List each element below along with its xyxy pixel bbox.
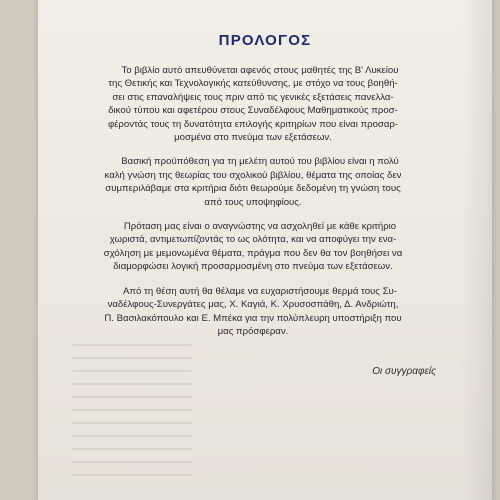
text-line: Πρόταση μας είναι ο αναγνώστης να ασχοληθεί με κάθε κριτήριο — [123, 221, 397, 233]
authors-signature: Οι συγγραφείς — [372, 366, 436, 377]
bleed-through-text — [72, 344, 192, 500]
text-line: μας πρόσφεραν. — [217, 325, 289, 337]
text-line: χωριστά, αντιμετωπίζοντάς το ως ολότητα, και να αποφύγει την ενα- — [109, 234, 397, 246]
paragraph-1 — [88, 64, 418, 144]
text-line: διαμορφώσει λογική προσαρμοσμένη στο πνεύμα των εξετάσεων. — [113, 261, 393, 273]
paragraph-2 — [88, 155, 418, 209]
text-line: σχόληση με μεμονωμένα θέματα, πράγμα που δεν θα τον βοηθήσει να — [103, 247, 403, 259]
text-line: ναδέλφους-Συνεργάτες μας, Χ. Καγιά, Κ. Χρυσοσπάθη, Δ. Ανδριώτη, — [107, 299, 399, 311]
text-line: Από τη θέση αυτή θα θέλαμε να ευχαριστήσουμε θερμά τους Συ- — [123, 285, 397, 297]
paragraph-3 — [88, 220, 418, 274]
paragraph-4 — [88, 285, 418, 339]
text-line: συμπεριλάβαμε στα κριτήρια διότι θεωρούμε δεδομένη τη γνώση τους — [105, 183, 401, 195]
book-page — [38, 0, 492, 500]
text-line: καλή γνώση της θεωρίας του σχολικού βιβλίου, θέματα της οποίας δεν — [104, 169, 402, 181]
text-line: Το βιβλίο αυτό απευθύνεται αφενός στους μαθητές της Β' Λυκείου — [121, 65, 399, 76]
text-line: Βασική προϋπόθεση για τη μελέτη αυτού του βιβλίου είναι η πολύ — [121, 156, 399, 168]
text-line: δικού τύπου και αφετέρου στους Συναδέλφους Μαθηματικούς προσ- — [108, 105, 398, 117]
text-line: της Θετικής και Τεχνολογικής κατεύθυνσης, με στόχο να τους βοηθή- — [108, 78, 398, 90]
text-line: μοσμένα στο πνεύμα των εξετάσεων. — [174, 132, 332, 144]
text-line: Π. Βασιλακόπουλο και Ε. Μπέκα για την πολύπλευρη υποστήριξη που — [104, 312, 402, 324]
text-line: από τους υποψηφίους. — [204, 196, 302, 208]
page-title: ΠΡΟΛΟΓΟΣ — [218, 32, 312, 49]
text-line: σει στις επαναλήψεις τους πριν από τις γενικές εξετάσεις πανελλα- — [112, 91, 394, 103]
page-shadow — [462, 0, 492, 500]
text-line: φέροντάς τους τη δυνατότητα επιλογής κριτηρίων που είναι προσαρ- — [107, 118, 399, 130]
preface-body — [88, 64, 418, 349]
